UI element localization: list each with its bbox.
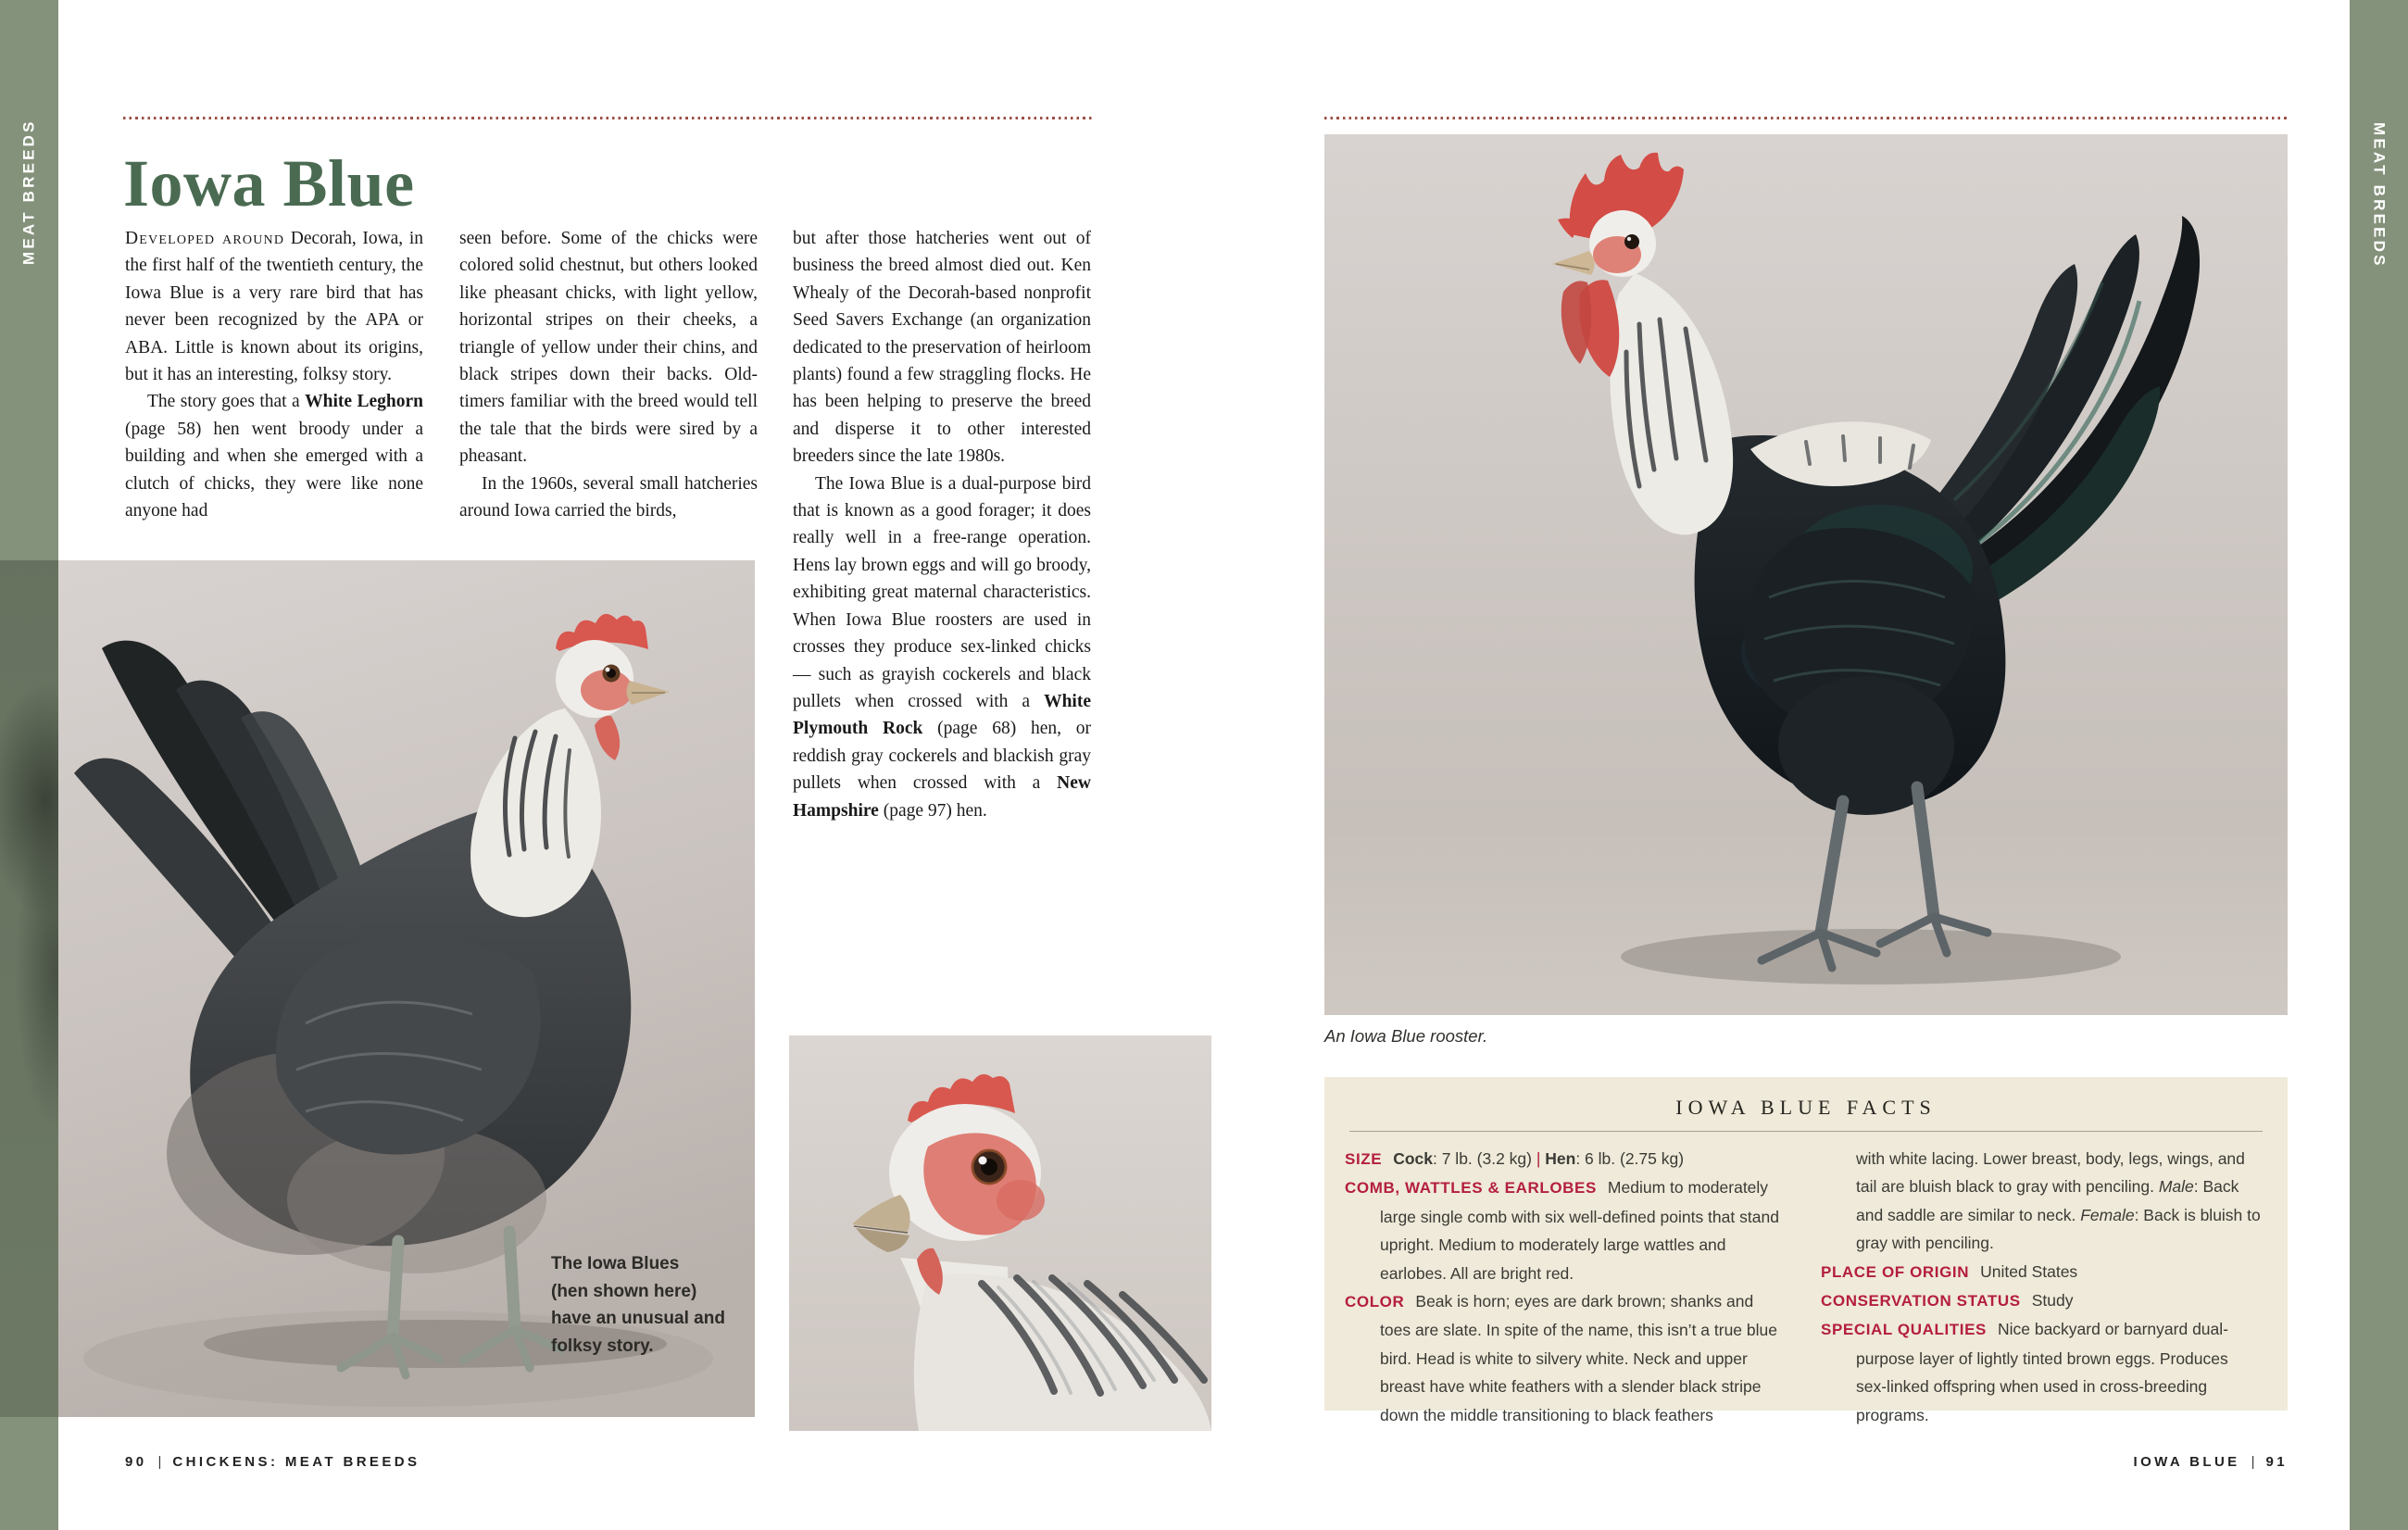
text-segment: Cock	[1393, 1149, 1433, 1168]
fact-comb-wattles-earlobes	[1345, 1173, 1780, 1287]
rooster-photo	[1324, 134, 2288, 1015]
fact-place-of-origin	[1821, 1258, 2261, 1286]
facts-columns	[1324, 1132, 2288, 1429]
rooster-illustration	[1324, 134, 2288, 1015]
breed-title: Iowa Blue	[123, 146, 415, 220]
text-segment: (page 68) hen, or reddish gray cockerels and blackish gray pullets when crossed with a	[793, 719, 1091, 794]
fact-color-continued	[1821, 1145, 2261, 1258]
text-segment: New Hampshire	[793, 773, 1091, 821]
left-footer-label: CHICKENS: MEAT BREEDS	[172, 1454, 420, 1470]
fact-text	[1380, 1292, 1777, 1424]
paragraph	[793, 470, 1091, 824]
fact-special-qualities	[1821, 1315, 2261, 1429]
hen-photo	[0, 560, 755, 1417]
hen-head-photo	[789, 1035, 1211, 1431]
facts-box	[1324, 1077, 2288, 1424]
text-segment: The Iowa Blue is a dual-purpose bird that is known as a good forager; it does really well in a free-range operation. Hens lay brown eggs and will go broody, exhibiting great maternal characteristics. When Iowa Blue roosters are used in crosses they produce sex-linked chicks — such as grayish cockerels and black pullets when crossed with a	[793, 473, 1091, 711]
text-segment: |	[1536, 1149, 1541, 1168]
left-margin-band	[0, 0, 58, 1530]
hen-head-illustration	[789, 1035, 1211, 1431]
text-segment: seen before. Some of the chicks were colored solid chestnut, but others looked like pheasant chicks, with light yellow, horizontal stripes on their cheeks, a triangle of yellow under their chins, and black stripes down their backs. Old-timers familiar with the breed would tell the tale that the birds were sired by a pheasant.	[459, 229, 758, 467]
text-segment: In the 1960s, several small hatcheries around Iowa carried the birds,	[459, 473, 758, 521]
text-column-2	[459, 225, 758, 524]
right-page-footer	[2134, 1454, 2288, 1470]
text-segment: The story goes that a	[147, 392, 306, 412]
text-segment: Medium to moderately large single comb with six well-defined points that stand upright. Medium to moderately large wattles and earlobes. All are bright red.	[1380, 1178, 1779, 1283]
fact-label: PLACE OF ORIGIN	[1821, 1262, 1970, 1281]
text-segment: Decorah, Iowa, in the first half of the twentieth century, the Iowa Blue is a very rare bird that has never been recognized by the APA or ABA. Little is known about its origins, but it has an interesting, folksy story.	[125, 229, 423, 385]
text-column-3	[793, 225, 1091, 824]
paragraph	[125, 388, 423, 524]
text-segment: Beak is horn; eyes are dark brown; shanks and toes are slate. In spite of the name, this isn’t a true blue bird. Head is white to silvery white. Neck and upper breast have white feathers with a slender black stripe down the middle transitioning to black feathers	[1380, 1292, 1777, 1424]
text-segment: : 6 lb. (2.75 kg)	[1575, 1149, 1685, 1168]
right-page-number: 91	[2265, 1454, 2288, 1470]
text-segment: : Back and saddle are similar to neck.	[1856, 1177, 2239, 1224]
hen-caption-line: (hen shown here)	[551, 1281, 697, 1301]
fact-text	[1980, 1262, 2077, 1281]
fact-label: COLOR	[1345, 1293, 1405, 1311]
paragraph	[459, 470, 758, 525]
text-segment: Female	[2080, 1205, 2135, 1224]
paragraph	[793, 225, 1091, 470]
text-column-1	[125, 225, 423, 524]
left-page-number: 90	[125, 1454, 147, 1470]
text-segment: United States	[1980, 1261, 2078, 1281]
text-segment: Hen	[1545, 1149, 1576, 1168]
facts-box-title: IOWA BLUE FACTS	[1675, 1096, 1937, 1119]
text-segment: (page 58) hen went broody under a building and when she emerged with a clutch of chicks, they were like none anyone had	[125, 419, 423, 521]
hen-caption-line: The Iowa Blues	[551, 1254, 680, 1273]
rooster-photo-caption: An Iowa Blue rooster.	[1324, 1026, 1488, 1046]
hen-photo-caption	[551, 1250, 736, 1360]
left-band-photo-tint	[0, 560, 58, 1417]
text-segment: : 7 lb. (3.2 kg)	[1432, 1149, 1536, 1168]
fact-size	[1345, 1145, 1780, 1173]
dotted-rule-right-page	[1324, 117, 2288, 119]
text-segment: Study	[2031, 1291, 2074, 1311]
text-segment: (page 97) hen.	[878, 800, 987, 821]
facts-column-left	[1345, 1145, 1780, 1429]
fact-text	[2032, 1291, 2074, 1310]
fact-text	[1393, 1149, 1684, 1168]
fact-label: SPECIAL QUALITIES	[1821, 1321, 1987, 1339]
hen-caption-line: have an unusual and	[551, 1309, 725, 1328]
fact-text	[1856, 1149, 2261, 1252]
dotted-rule-left-page	[123, 117, 1092, 119]
text-segment: Nice backyard or barnyard dual-purpose layer of lightly tinted brown eggs. Produces sex-linked offspring when used in cross-breeding programs.	[1856, 1320, 2228, 1424]
footer-separator: |	[2251, 1454, 2255, 1470]
text-segment: with white lacing. Lower breast, body, legs, wings, and tail are bluish black to gray with penciling.	[1856, 1149, 2245, 1197]
footer-separator: |	[157, 1454, 162, 1470]
left-band-section-label: MEAT BREEDS	[19, 119, 38, 265]
text-segment: White Leghorn	[305, 392, 423, 412]
facts-column-right	[1821, 1145, 2261, 1429]
right-footer-label: IOWA BLUE	[2133, 1454, 2240, 1470]
text-segment: Male	[2158, 1177, 2194, 1197]
fact-label: SIZE	[1345, 1150, 1383, 1168]
fact-label: CONSERVATION STATUS	[1821, 1292, 2021, 1311]
left-page-footer	[125, 1454, 420, 1470]
paragraph	[459, 225, 758, 470]
right-margin-band	[2350, 0, 2408, 1530]
hen-caption-line: folksy story.	[551, 1336, 654, 1356]
text-segment: but after those hatcheries went out of business the breed almost died out. Ken Whealy of the Decorah-based nonprofit Seed Savers Exchange (an organization dedicated to the preservation of heirloom plants) found a few straggling flocks. He has been helping to preserve the breed and disperse it to other interested breeders since the late 1980s.	[793, 229, 1091, 467]
paragraph	[125, 225, 423, 388]
fact-label: COMB, WATTLES & EARLOBES	[1345, 1179, 1597, 1198]
right-band-section-label: MEAT BREEDS	[2370, 121, 2389, 269]
fact-conservation-status	[1821, 1286, 2261, 1315]
text-segment: White Plymouth Rock	[793, 691, 1091, 739]
text-segment: : Back is bluish to gray with penciling.	[1856, 1205, 2261, 1253]
text-segment: Developed around	[125, 229, 285, 248]
fact-color	[1345, 1287, 1780, 1429]
